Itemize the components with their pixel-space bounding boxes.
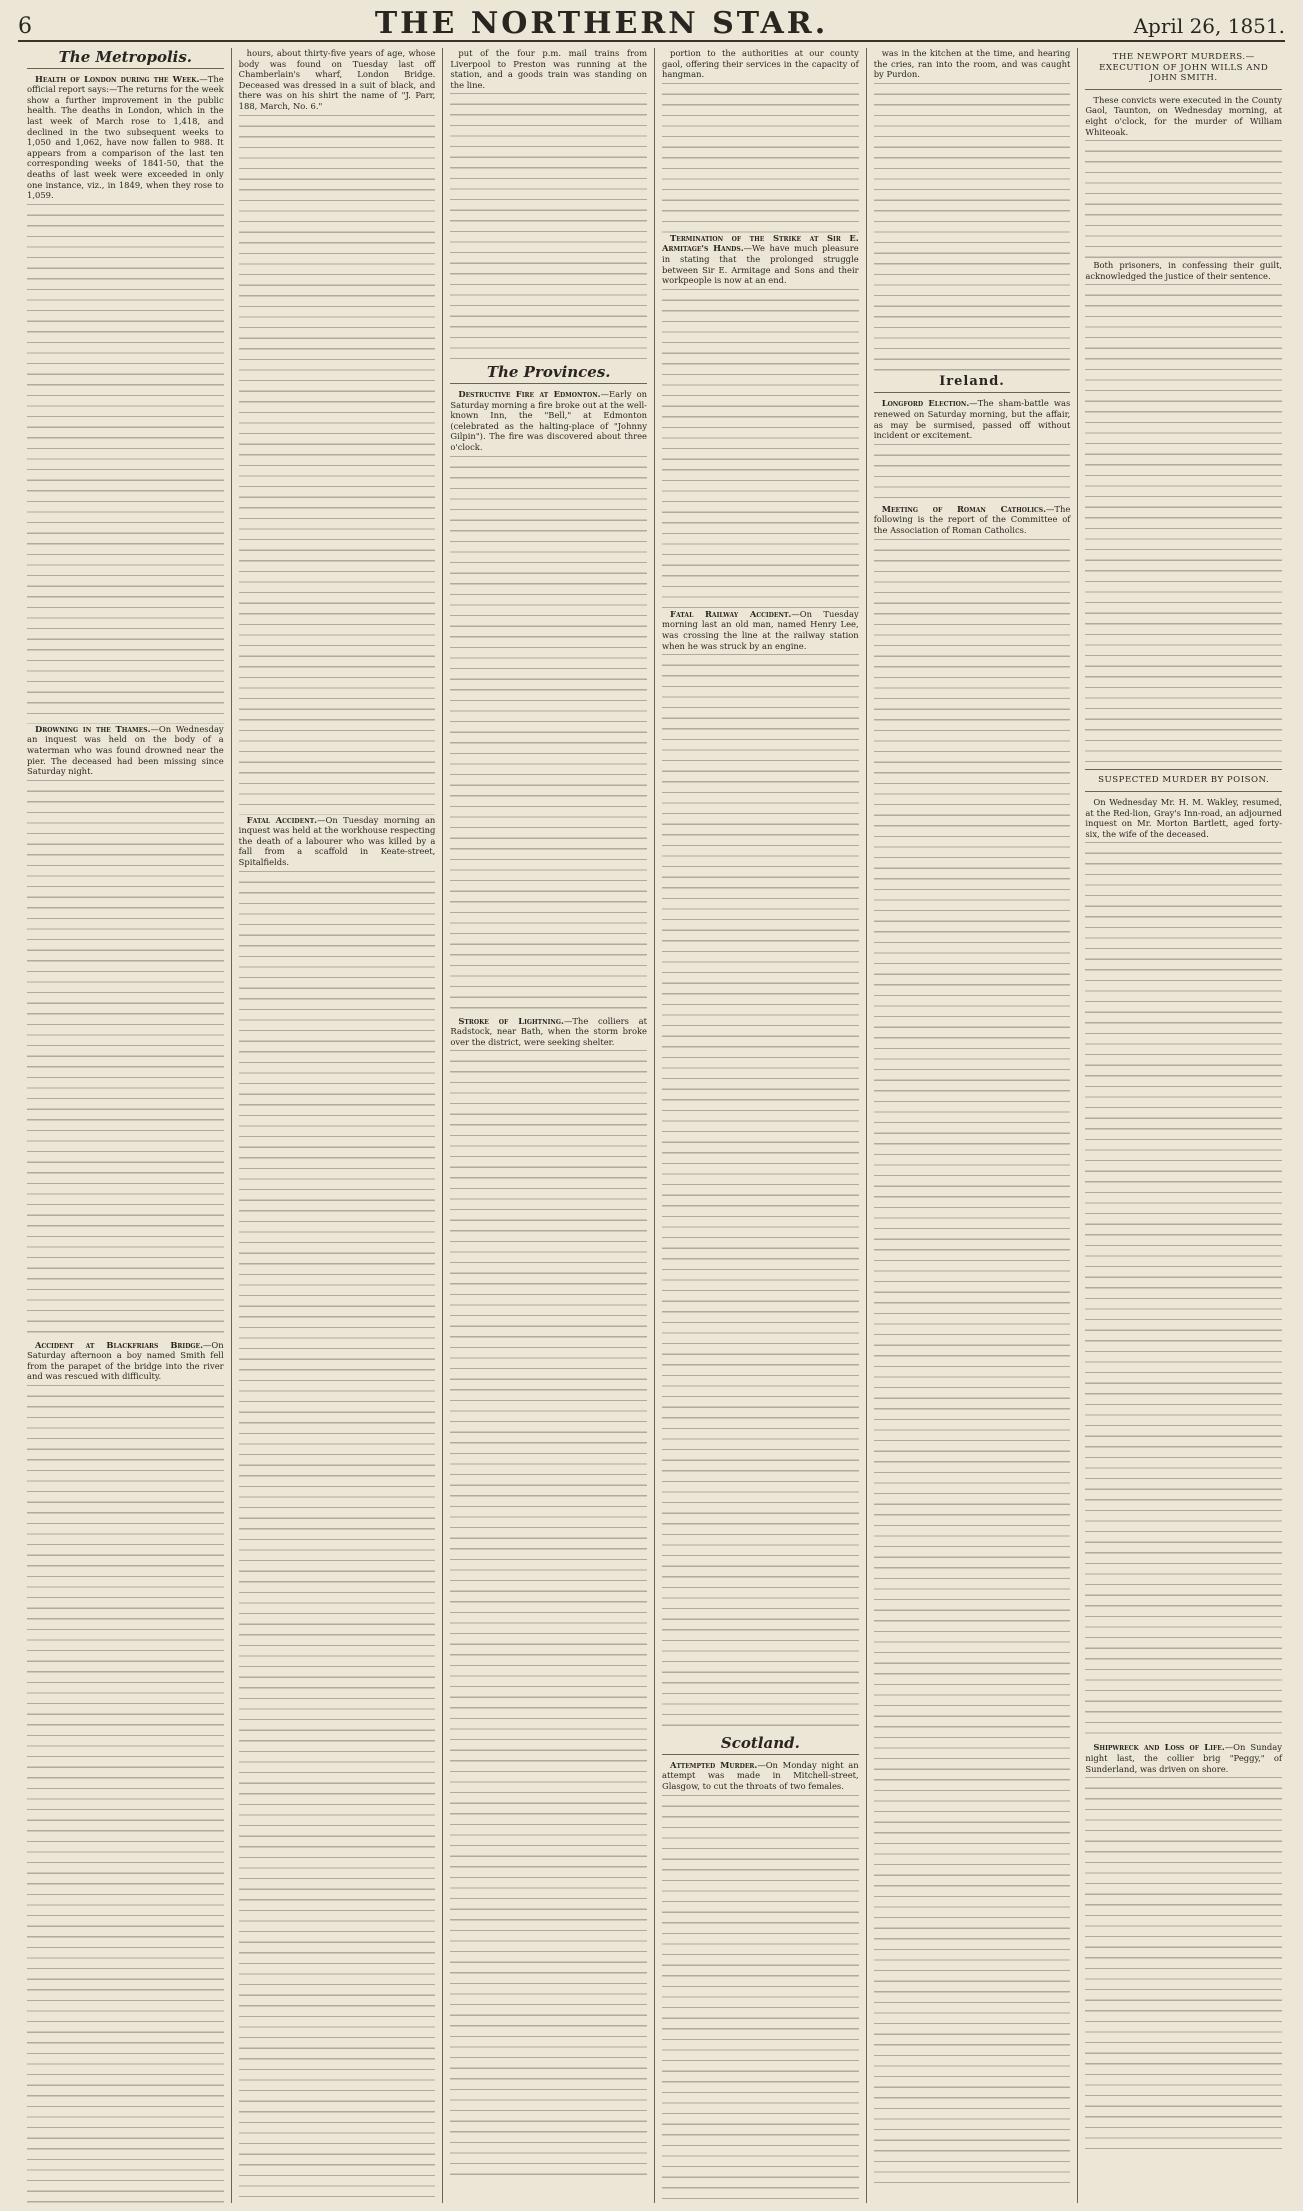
article-text: On Wednesday Mr. H. M. Wakley, resumed, at the Red-lion, Gray's Inn-road, an adjourned inquest on Mr. Morton Bartlett, aged forty-six, the wife of the deceased. [1085,796,1283,839]
text-block [1085,140,1282,260]
article-paragraph [1085,797,1282,839]
article-paragraph [27,724,224,777]
article-paragraph [662,1760,859,1792]
column-1 [20,48,232,2203]
article-text: —On Monday night an attempt was made in Mitchell-street, Glasgow, to cut the throats of two females. [662,1759,859,1791]
article-title-suspected-murder: SUSPECTED MURDER BY POISON. [1098,775,1270,786]
article-text: put of the four p.m. mail trains from Liverpool to Preston was running at the station, and a goods train was standing on the line. [450,48,648,90]
article-text: —The colliers at Radstock, near Bath, when the storm broke over the district, were seeking shelter. [450,1015,648,1047]
article-text: —On Sunday night last, the collier brig "Peggy," of Sunderland, was driven on shore. [1085,1742,1283,1774]
article-text: hours, about thirty-five years of age, whose body was found on Tuesday last off Chamberlain's wharf, London Bridge. Deceased was dressed in a suit of black, and there was on his shirt the name of "J. Parr, 188, March, No. 6." [238,48,436,111]
text-block [450,1050,647,2180]
article-lead: Health of London during the Week. [35,73,200,84]
article-paragraph [1085,95,1282,137]
text-block [874,444,1071,504]
article-paragraph [1085,260,1282,281]
divider [450,383,647,384]
text-block [662,1795,859,2204]
column-6 [1078,48,1289,2203]
divider [662,1754,859,1755]
column-2 [232,48,444,2203]
article-paragraph [662,609,859,651]
article-text: was in the kitchen at the time, and hearing the cries, ran into the room, and was caught by Purdon. [873,48,1071,80]
column-3 [443,48,655,2203]
article-text: Both prisoners, in confessing their guilt, acknowledged the justice of their sentence. [1085,260,1283,281]
section-heading-provinces: The Provinces. [486,363,611,382]
issue-date: April 26, 1851. [1133,14,1285,38]
text-block [1085,842,1282,1742]
article-text: —On Tuesday morning an inquest was held at the workhouse respecting the death of a labourer who was killed by a fall from a scaffold in Keate-street, Spitalfields. [238,814,436,867]
article-paragraph [27,74,224,201]
text-block [1085,284,1282,764]
article-lead: Termination of the Strike at Sir E. Armitage's Hands. [662,232,859,254]
article-text: —The official report says:—The returns for the week show a further improvement in the public health. The deaths in London, which in the last week of March rose to 1,418, and declined in the two subsequent weeks to 1,050 and 1,062, have now fallen to 988. It appears from a comparison of the last ten corresponding weeks of 1841-50, that the deaths of last week were exceeded in only one instance, viz., in 1849, when they rose to 1,059. [27,73,224,201]
divider [1085,89,1282,90]
masthead [18,6,1285,42]
article-paragraph [874,504,1071,536]
article-lead: Fatal Railway Accident. [670,608,792,619]
article-text: —On Tuesday morning last an old man, named Henry Lee, was crossing the line at the railway station when he was struck by an engine. [662,608,859,651]
article-paragraph [450,48,647,90]
article-text: portion to the authorities at our county gaol, offering their services in the capacity of hangman. [662,48,859,80]
text-block [450,456,647,1016]
column-5 [867,48,1079,2203]
article-paragraph [662,48,859,80]
article-paragraph [874,398,1071,440]
article-paragraph [27,1340,224,1382]
article-lead: Meeting of Roman Catholics. [881,503,1047,514]
article-paragraph [450,389,647,453]
newspaper-title: THE NORTHERN STAR. [374,6,829,41]
section-heading-metropolis: The Metropolis. [58,48,193,66]
article-text: —Early on Saturday morning a fire broke out at the well-known Inn, the "Bell," at Edmonton (celebrated as the halting-place of "Johnny Gilpin"). The fire was discovered about three o'clock. [450,388,648,452]
text-block [662,654,859,1734]
article-text: These convicts were executed in the County Gaol, Taunton, on Wednesday morning, at eight o'clock, for the murder of William Whiteoak. [1085,94,1283,137]
article-text: —On Wednesday an inquest was held on the body of a waterman who was found drowned near the pier. The deceased had been missing since Saturday night. [27,723,224,777]
divider [1085,791,1282,792]
article-lead: Stroke of Lightning. [458,1015,564,1026]
article-title-newport-murders: THE NEWPORT MURDERS.—EXECUTION OF JOHN WILLS AND JOHN SMITH. [1099,52,1269,84]
article-lead: Destructive Fire at Edmonton. [458,388,601,399]
text-block [450,93,647,363]
article-lead: Fatal Accident. [246,814,318,825]
article-lead: Longford Election. [881,398,970,409]
text-block [874,539,1071,2189]
text-block [239,871,436,2201]
divider [874,392,1071,393]
column-4 [655,48,867,2203]
text-block [874,83,1071,373]
divider [27,68,224,69]
text-block [27,780,224,1340]
article-paragraph [874,48,1071,80]
article-paragraph [239,815,436,868]
text-block [662,83,859,233]
divider [1085,769,1282,770]
article-lead: Attempted Murder. [670,1759,758,1770]
section-heading-ireland: Ireland. [939,373,1005,389]
article-paragraph [662,233,859,286]
article-paragraph [1085,1742,1282,1774]
text-block [27,1385,224,2203]
article-lead: Drowning in the Thames. [35,723,151,734]
page-number: 6 [18,14,32,39]
text-block [1085,1777,1282,2157]
text-block [662,289,859,609]
article-lead: Shipwreck and Loss of Life. [1093,1742,1225,1753]
text-block [27,204,224,724]
article-text: —On Saturday afternoon a boy named Smith fell from the parapet of the bridge into the river and was rescued with difficulty. [27,1339,224,1382]
article-text: —We have much pleasure in stating that the prolonged struggle between Sir E. Armitage and Sons and their workpeople is now at an end. [662,243,859,286]
article-text: —The following is the report of the Committee of the Association of Roman Catholics. [873,503,1071,535]
article-paragraph [450,1016,647,1048]
section-heading-scotland: Scotland. [720,1734,800,1753]
article-text: —The sham-battle was renewed on Saturday morning, but the affair, as may be surmised, passed off without incident or excitement. [873,398,1071,441]
article-paragraph [239,48,436,112]
article-lead: Accident at Blackfriars Bridge. [35,1339,204,1350]
text-block [239,115,436,815]
columns [20,48,1289,2203]
